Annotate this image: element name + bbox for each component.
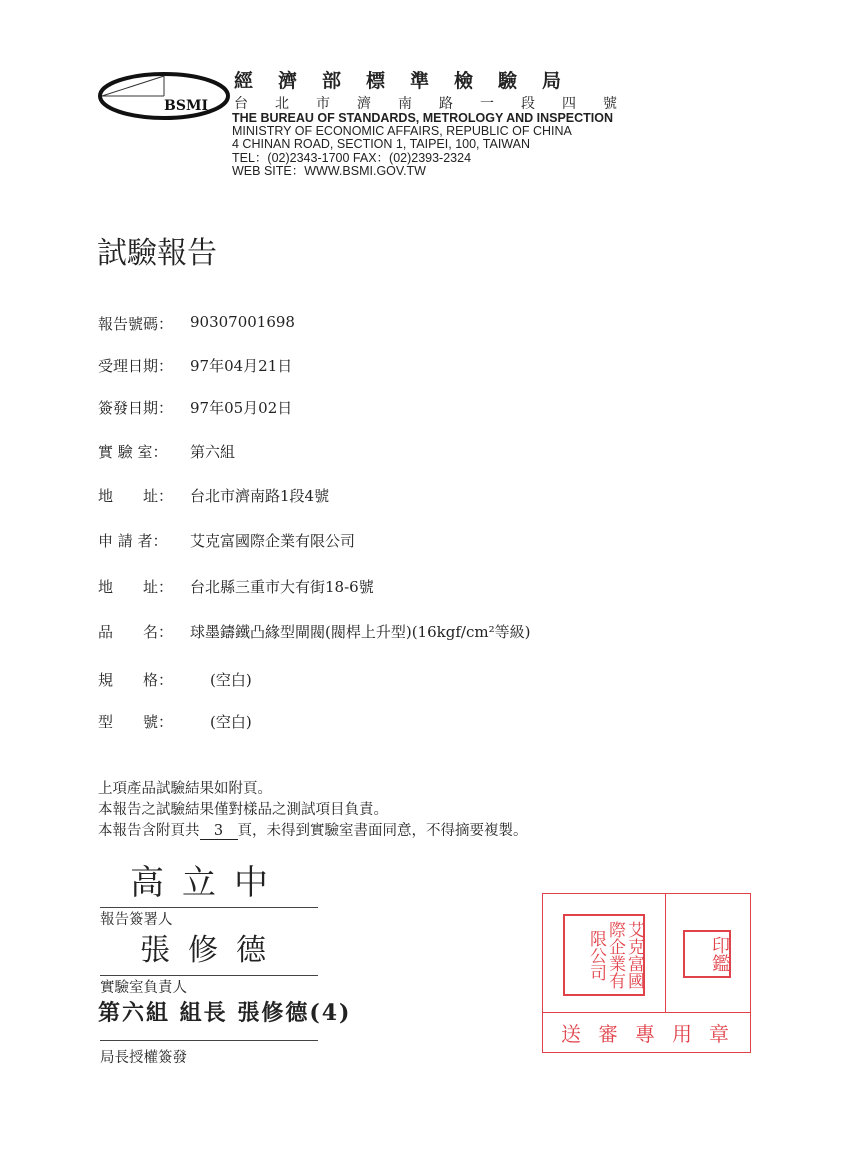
model-number: (空白) — [210, 713, 252, 731]
note-post: 頁，未得到實驗室書面同意，不得摘要複製。 — [237, 823, 528, 839]
signature-line — [100, 1040, 318, 1041]
product-name: 球墨鑄鐵凸緣型閘閥(閥桿上升型)(16kgf/cm²等級) — [190, 623, 531, 641]
submission-stamp-box — [542, 893, 751, 1053]
address-cn: 台北市濟南路一段四號 — [234, 96, 644, 112]
field-label: 簽發日期： — [98, 399, 174, 417]
personal-seal: 印鑑 — [683, 930, 731, 978]
org-name-en: THE BUREAU OF STANDARDS, METROLOGY AND INSPECTION — [232, 111, 614, 125]
received-date: 97年04月21日 — [190, 357, 293, 375]
report-number: 90307001698 — [190, 313, 295, 331]
specification: (空白) — [210, 671, 252, 689]
stamp-caption: 送審專用章 — [561, 1022, 746, 1046]
field-label: 受理日期： — [98, 357, 174, 375]
stamp-divider — [665, 894, 666, 1012]
applicant-address: 台北縣三重市大有街18-6號 — [190, 578, 374, 596]
stamp-divider — [543, 1012, 750, 1013]
laboratory: 第六組 — [190, 443, 236, 461]
issue-date: 97年05月02日 — [190, 399, 293, 417]
signature-2: 張修德 — [140, 933, 284, 968]
report-title: 試驗報告 — [97, 236, 217, 271]
applicant: 艾克富國際企業有限公司 — [190, 532, 356, 550]
note-line-3 — [98, 819, 528, 840]
field-label: 型 號： — [98, 713, 174, 731]
field-label: 地 址： — [98, 578, 174, 596]
bsmi-logo — [96, 68, 236, 124]
signer-role-1: 報告簽署人 — [100, 912, 173, 928]
signature-1: 高立中 — [130, 863, 286, 903]
svg-text:BSMI: BSMI — [164, 98, 208, 114]
address-en: 4 CHINAN ROAD, SECTION 1, TAIPEI, 100, TAIWAN — [232, 137, 530, 151]
website: WEB SITE：WWW.BSMI.GOV.TW — [232, 164, 426, 178]
signature-stamp-3: 第六組 組長 張修德(4) — [98, 1000, 352, 1026]
lab-address: 台北市濟南路1段4號 — [190, 487, 330, 505]
tel-fax: TEL：(02)2343-1700 FAX：(02)2393-2324 — [232, 151, 472, 165]
field-label: 實 驗 室： — [98, 443, 168, 461]
signer-role-2: 實驗室負責人 — [100, 980, 187, 996]
field-label: 品 名： — [98, 623, 174, 641]
note-pre: 本報告含附頁共 — [98, 823, 200, 839]
field-label: 報告號碼： — [98, 315, 174, 333]
field-label: 規 格： — [98, 671, 174, 689]
signer-role-3: 局長授權簽發 — [100, 1050, 187, 1066]
org-name-cn: 經濟部標準檢驗局 — [234, 70, 587, 92]
note-line-1: 上項產品試驗結果如附頁。 — [98, 781, 272, 797]
field-label: 地 址： — [98, 487, 174, 505]
field-label: 申 請 者： — [98, 532, 168, 550]
ministry-en: MINISTRY OF ECONOMIC AFFAIRS, REPUBLIC OF CHINA — [232, 124, 572, 138]
note-line-2: 本報告之試驗結果僅對樣品之測試項目負責。 — [98, 802, 388, 818]
company-seal: 艾克富國際企業有限公司 — [563, 914, 645, 996]
page-count: 3 — [200, 823, 238, 840]
